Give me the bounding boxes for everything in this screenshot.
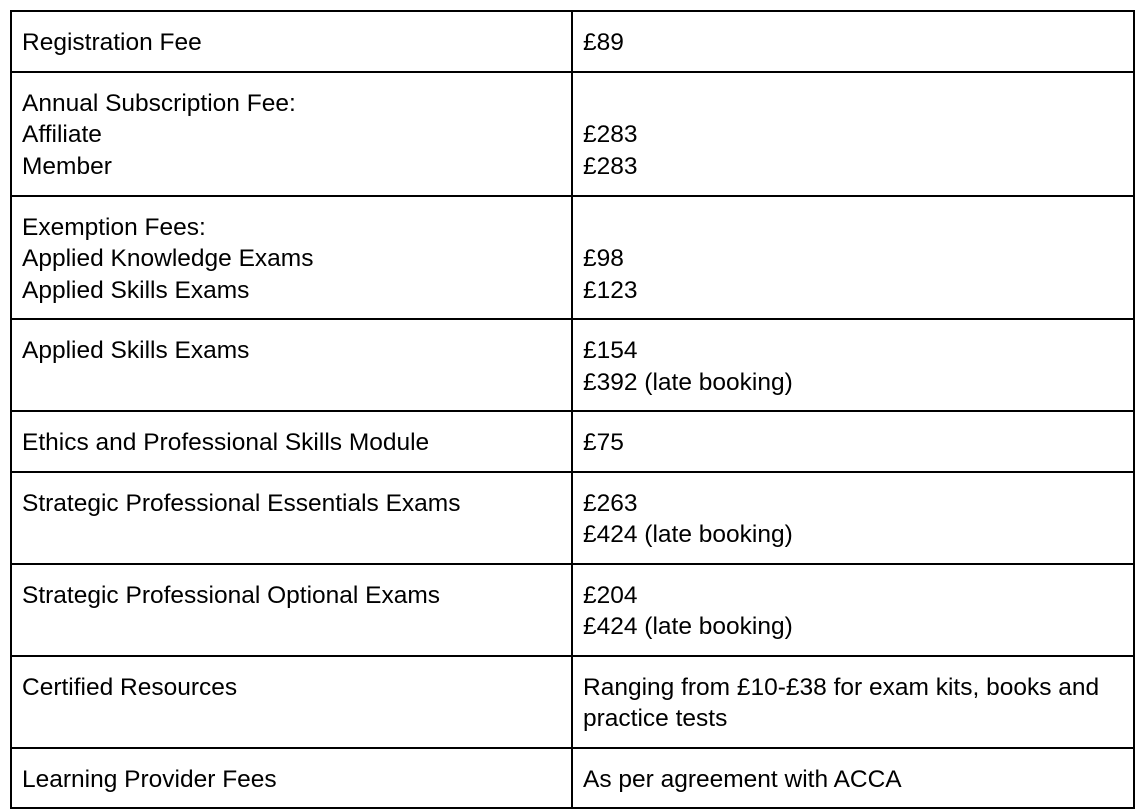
- fee-amount-cell: [572, 564, 1134, 656]
- table-row: [11, 411, 1134, 472]
- table-row: [11, 196, 1134, 320]
- fee-amount-late: £424 (late booking): [583, 613, 793, 640]
- fee-amount: £204: [583, 581, 638, 609]
- fee-amount-cell: [572, 196, 1134, 320]
- fee-item-cell: [11, 748, 572, 809]
- fee-amount-cell: [572, 748, 1134, 809]
- fee-item-cell: [11, 196, 572, 320]
- fee-amount-cell: [572, 656, 1134, 748]
- fee-table: [10, 10, 1135, 809]
- table-row: [11, 319, 1134, 411]
- fee-item-cell: [11, 472, 572, 564]
- fee-amount: £283: [583, 152, 638, 180]
- fee-item-cell: [11, 564, 572, 656]
- fee-item-cell: [11, 319, 572, 411]
- fee-item-cell: [11, 72, 572, 196]
- fee-item-label: Applied Skills Exams: [22, 276, 250, 304]
- fee-item-heading: Annual Subscription Fee:: [22, 89, 296, 117]
- fee-amount-cell: [572, 11, 1134, 72]
- fee-item-label: Affiliate: [22, 121, 102, 148]
- fee-amount-cell: [572, 319, 1134, 411]
- fee-amount-cell: [572, 472, 1134, 564]
- fee-amount: £154: [583, 337, 638, 364]
- fee-amount: £89: [583, 29, 624, 56]
- fee-amount: Ranging from £10-£38 for exam kits, books and practice tests: [583, 673, 1100, 732]
- fee-amount-cell: [572, 72, 1134, 196]
- table-row: [11, 564, 1134, 656]
- fee-amount-cell: [572, 411, 1134, 472]
- table-row: [11, 11, 1134, 72]
- table-row: [11, 748, 1134, 809]
- fee-item-label: Certified Resources: [22, 673, 238, 701]
- table-row: [11, 72, 1134, 196]
- fee-amount: £75: [583, 429, 624, 456]
- fee-item-label: Ethics and Professional Skills Module: [22, 429, 430, 456]
- fee-item-label: Learning Provider Fees: [22, 765, 277, 793]
- fee-item-heading: Exemption Fees:: [22, 213, 206, 241]
- fee-amount-spacer: [583, 88, 1123, 120]
- fee-item-cell: [11, 411, 572, 472]
- fee-amount-late: £424 (late booking): [583, 521, 793, 548]
- table-row: [11, 472, 1134, 564]
- fee-amount: £263: [583, 489, 638, 517]
- fee-item-cell: [11, 656, 572, 748]
- fee-amount: £123: [583, 276, 638, 304]
- fee-item-label: Member: [22, 152, 112, 180]
- table-row: [11, 656, 1134, 748]
- fee-item-label: Applied Knowledge Exams: [22, 245, 314, 272]
- fee-item-label: Applied Skills Exams: [22, 337, 250, 364]
- fee-amount-late: £392 (late booking): [583, 368, 793, 396]
- fee-item-cell: [11, 11, 572, 72]
- fee-amount: As per agreement with ACCA: [583, 765, 902, 793]
- fee-amount: £283: [583, 121, 638, 148]
- fee-item-label: Strategic Professional Essentials Exams: [22, 489, 461, 517]
- fee-item-label: Strategic Professional Optional Exams: [22, 581, 441, 609]
- fee-amount-spacer: [583, 212, 1123, 244]
- fee-amount: £98: [583, 245, 624, 272]
- fee-item-label: Registration Fee: [22, 29, 202, 56]
